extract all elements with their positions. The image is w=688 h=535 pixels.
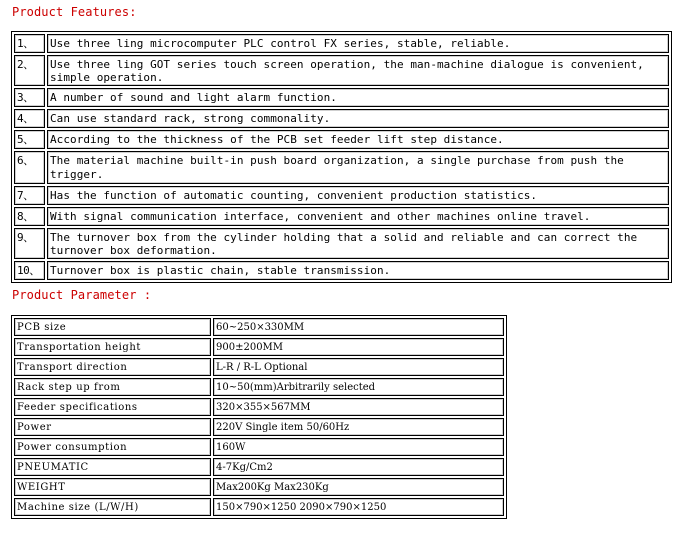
parameter-label: WEIGHT bbox=[14, 478, 211, 496]
feature-row bbox=[14, 151, 669, 184]
parameters-table bbox=[11, 315, 507, 519]
parameter-label: Transport direction bbox=[14, 358, 211, 376]
feature-text: Use three ling GOT series touch screen operation, the man-machine dialogue is convenient, simple operation. bbox=[47, 55, 669, 86]
parameter-value: 160W bbox=[213, 438, 504, 456]
feature-number: 3、 bbox=[14, 88, 45, 107]
feature-text: A number of sound and light alarm function. bbox=[47, 88, 669, 107]
feature-text: Turnover box is plastic chain, stable transmission. bbox=[47, 261, 669, 280]
feature-number: 9、 bbox=[14, 228, 45, 259]
parameter-value: Max200Kg Max230Kg bbox=[213, 478, 504, 496]
parameter-label: Rack step up from bbox=[14, 378, 211, 396]
parameter-row bbox=[14, 438, 504, 456]
parameter-row bbox=[14, 318, 504, 336]
feature-number: 5、 bbox=[14, 130, 45, 149]
parameter-value: 220V Single item 50/60Hz bbox=[213, 418, 504, 436]
feature-row bbox=[14, 186, 669, 205]
parameter-label: PNEUMATIC bbox=[14, 458, 211, 476]
feature-number: 2、 bbox=[14, 55, 45, 86]
feature-row bbox=[14, 261, 669, 280]
features-table bbox=[11, 31, 672, 283]
feature-text: Has the function of automatic counting, convenient production statistics. bbox=[47, 186, 669, 205]
features-heading: Product Features: bbox=[12, 5, 137, 19]
parameter-label: Machine size (L/W/H) bbox=[14, 498, 211, 516]
parameter-label: Feeder specifications bbox=[14, 398, 211, 416]
feature-row bbox=[14, 207, 669, 226]
parameter-row bbox=[14, 458, 504, 476]
parameter-label: Power bbox=[14, 418, 211, 436]
parameter-label: Transportation height bbox=[14, 338, 211, 356]
parameters-heading: Product Parameter : bbox=[12, 288, 152, 302]
feature-number: 6、 bbox=[14, 151, 45, 184]
parameter-row bbox=[14, 338, 504, 356]
parameter-row bbox=[14, 398, 504, 416]
feature-text: Can use standard rack, strong commonality. bbox=[47, 109, 669, 128]
feature-text: With signal communication interface, convenient and other machines online travel. bbox=[47, 207, 669, 226]
parameter-row bbox=[14, 378, 504, 396]
feature-number: 4、 bbox=[14, 109, 45, 128]
feature-row bbox=[14, 88, 669, 107]
parameter-row bbox=[14, 358, 504, 376]
feature-text: The turnover box from the cylinder holding that a solid and reliable and can correct the turnover box deformation. bbox=[47, 228, 669, 259]
parameter-row bbox=[14, 418, 504, 436]
feature-number: 10、 bbox=[14, 261, 45, 280]
feature-row bbox=[14, 109, 669, 128]
feature-row bbox=[14, 55, 669, 86]
feature-row bbox=[14, 34, 669, 53]
parameter-label: Power consumption bbox=[14, 438, 211, 456]
parameter-row bbox=[14, 498, 504, 516]
parameter-value: 60~250×330MM bbox=[213, 318, 504, 336]
feature-number: 8、 bbox=[14, 207, 45, 226]
parameter-value: 150×790×1250 2090×790×1250 bbox=[213, 498, 504, 516]
feature-number: 1、 bbox=[14, 34, 45, 53]
feature-row bbox=[14, 130, 669, 149]
parameter-value: L-R / R-L Optional bbox=[213, 358, 504, 376]
parameter-value: 4-7Kg/Cm2 bbox=[213, 458, 504, 476]
feature-number: 7、 bbox=[14, 186, 45, 205]
parameter-row bbox=[14, 478, 504, 496]
feature-text: Use three ling microcomputer PLC control FX series, stable, reliable. bbox=[47, 34, 669, 53]
parameter-value: 900±200MM bbox=[213, 338, 504, 356]
parameter-value: 10~50(mm)Arbitrarily selected bbox=[213, 378, 504, 396]
feature-text: According to the thickness of the PCB set feeder lift step distance. bbox=[47, 130, 669, 149]
feature-row bbox=[14, 228, 669, 259]
parameter-label: PCB size bbox=[14, 318, 211, 336]
parameter-value: 320×355×567MM bbox=[213, 398, 504, 416]
feature-text: The material machine built-in push board organization, a single purchase from push the trigger. bbox=[47, 151, 669, 184]
